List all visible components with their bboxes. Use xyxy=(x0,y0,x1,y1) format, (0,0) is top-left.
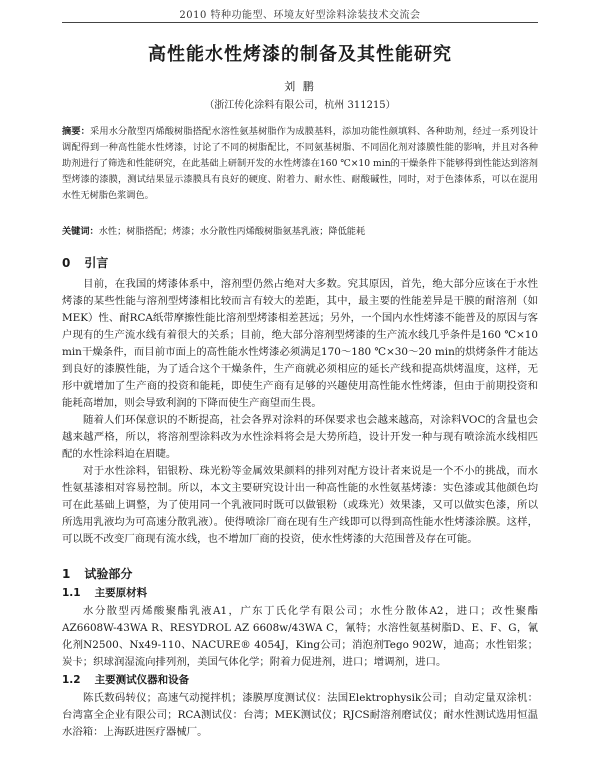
intro-paragraph-3: 对于水性涂料，铝银粉、珠光粉等金属效果颜料的排列对配方设计者来说是一个不小的挑战，而水性氨基漆相对容易控制。所以，本文主要研究设计出一种高性能的水性氨基烤漆：实色漆或其他颜色均可在此基础上调整，为了使用同一个乳液同时既可以做银粉（或珠光）效果漆，又可以做实色漆，所以所选用乳液均为可高速分散乳液）。使得喷涂厂商在现有生产线即可以得到高性能水性烤漆涂膜。这样，可以既不改变厂商现有流水线，也不增加厂商的投资，使水性烤漆的大范围普及存在可能。 xyxy=(62,465,538,545)
subsection-title: 主要测试仪器和设备 xyxy=(94,674,190,686)
author-affiliation: （浙江传化涂料有限公司，杭州 311215） xyxy=(204,100,396,111)
abstract-text: 采用水分散型丙烯酸树脂搭配水溶性氨基树脂作为成膜基料，添加功能性颜填料、各种助剂，经过一系列设计调配得到一种高性能水性烤漆，讨论了不同的树脂配比，不同氨基树脂、不同固化剂对漆膜性能的影响，并且对各种助剂进行了筛选和性能研究，在此基础上研制开发的水性烤漆在160 ℃×10 min的干燥条件下能够得到性能达到溶剂型烤漆的漆膜，测试结果显示漆膜具有良好的硬度、附着力、耐水性、耐酸碱性，同时，对于色漆体系，可以在混用水性无树脂色浆调色。 xyxy=(62,126,539,201)
section-heading-experiment xyxy=(62,565,132,582)
author-name: 刘 鹏 xyxy=(284,80,316,93)
subsection-heading-equipment xyxy=(62,672,189,687)
paper-title: 高性能水性烤漆的制备及其性能研究 xyxy=(148,44,452,65)
section-number: 1 xyxy=(62,567,71,581)
keywords-label: 关键词： xyxy=(62,226,99,237)
abstract xyxy=(62,124,538,204)
section-heading-intro xyxy=(62,254,108,271)
intro-paragraph-1: 目前，在我国的烤漆体系中，溶剂型仍然占绝对大多数。究其原因，首先，绝大部分应该在于水性烤漆的某些性能与溶剂型烤漆相比较而言有较大的差距，其中，最主要的性能差异是干膜的耐溶剂（如MEK）性、耐RCA纸带摩擦性能比溶剂型烤漆相差甚远；另外，一个国内水性烤漆不能普及的原因与客户现有的生产流水线有着很大的关系；目前，绝大部分溶剂型烤漆的生产流水线几乎条件是160 ℃×10 min干燥条件，而目前市面上的高性能水性烤漆必须满足170～180 ℃×30～20 min的烘烤条件才能达到良好的漆膜性能，为了适合这个干燥条件，生产商就必须相应的延长产线和提高烘烤温度，这样，无形中就增加了生产商的投资和能耗，即使生产商有足够的兴趣使用高性能水性烤漆，但由于前期投资和能耗高增加，则会导致利润的下降而使生产商望而生畏。 xyxy=(62,278,538,409)
subsection-title: 主要原材料 xyxy=(94,587,148,599)
keywords-text: 水性；树脂搭配；烤漆；水分散性丙烯酸树脂氨基乳液；降低能耗 xyxy=(98,226,366,237)
abstract-label: 摘要： xyxy=(62,126,91,137)
keywords xyxy=(62,224,538,239)
materials-paragraph: 水分散型丙烯酸聚酯乳液A1，广东丁氏化学有限公司；水性分散体A2，进口；改性聚酯AZ6608W-43WA R、RESYDROL AZ 6608w/43WA C，氰特；水溶性氨基树脂D、E、F、G，氰化剂N2500、Nx49-110、NACURE® 4054J，King公司；消泡剂Tego 902W，迪高；水性铝浆；炭卡；织球润湿流向排列剂，美国气体化学；附着力促进剂，进口；增调剂，进口。 xyxy=(62,605,538,668)
subsection-number: 1.1 xyxy=(62,587,81,599)
intro-paragraph-2: 随着人们环保意识的不断提高，社会各界对涂料的环保要求也会越来越高，对涂料VOC的含量也会越来越严格，所以，将溶剂型涂料改为水性涂料将会是大势所趋，设计开发一种与现有喷涂流水线相匹配的水性涂料迫在眉睫。 xyxy=(62,414,538,460)
section-title: 试验部分 xyxy=(84,567,133,581)
running-header: 2010 特种功能型、环境友好型涂料涂装技术交流会 xyxy=(179,10,421,21)
header-divider xyxy=(62,22,538,23)
subsection-heading-materials xyxy=(62,585,147,600)
section-title: 引言 xyxy=(84,256,109,270)
subsection-number: 1.2 xyxy=(62,674,81,686)
section-number: 0 xyxy=(62,256,71,270)
equipment-paragraph: 陈氏数码转仪；高速气动搅拌机；漆膜厚度测试仪：法国Elektrophysik公司；自动定量双涂机：台湾富全企业有限公司；RCA测试仪：台湾；MEK测试仪；RJCS耐溶剂磨试仪；耐水性测试选用恒温水浴箱：上海跃进医疗器械厂。 xyxy=(62,692,538,738)
